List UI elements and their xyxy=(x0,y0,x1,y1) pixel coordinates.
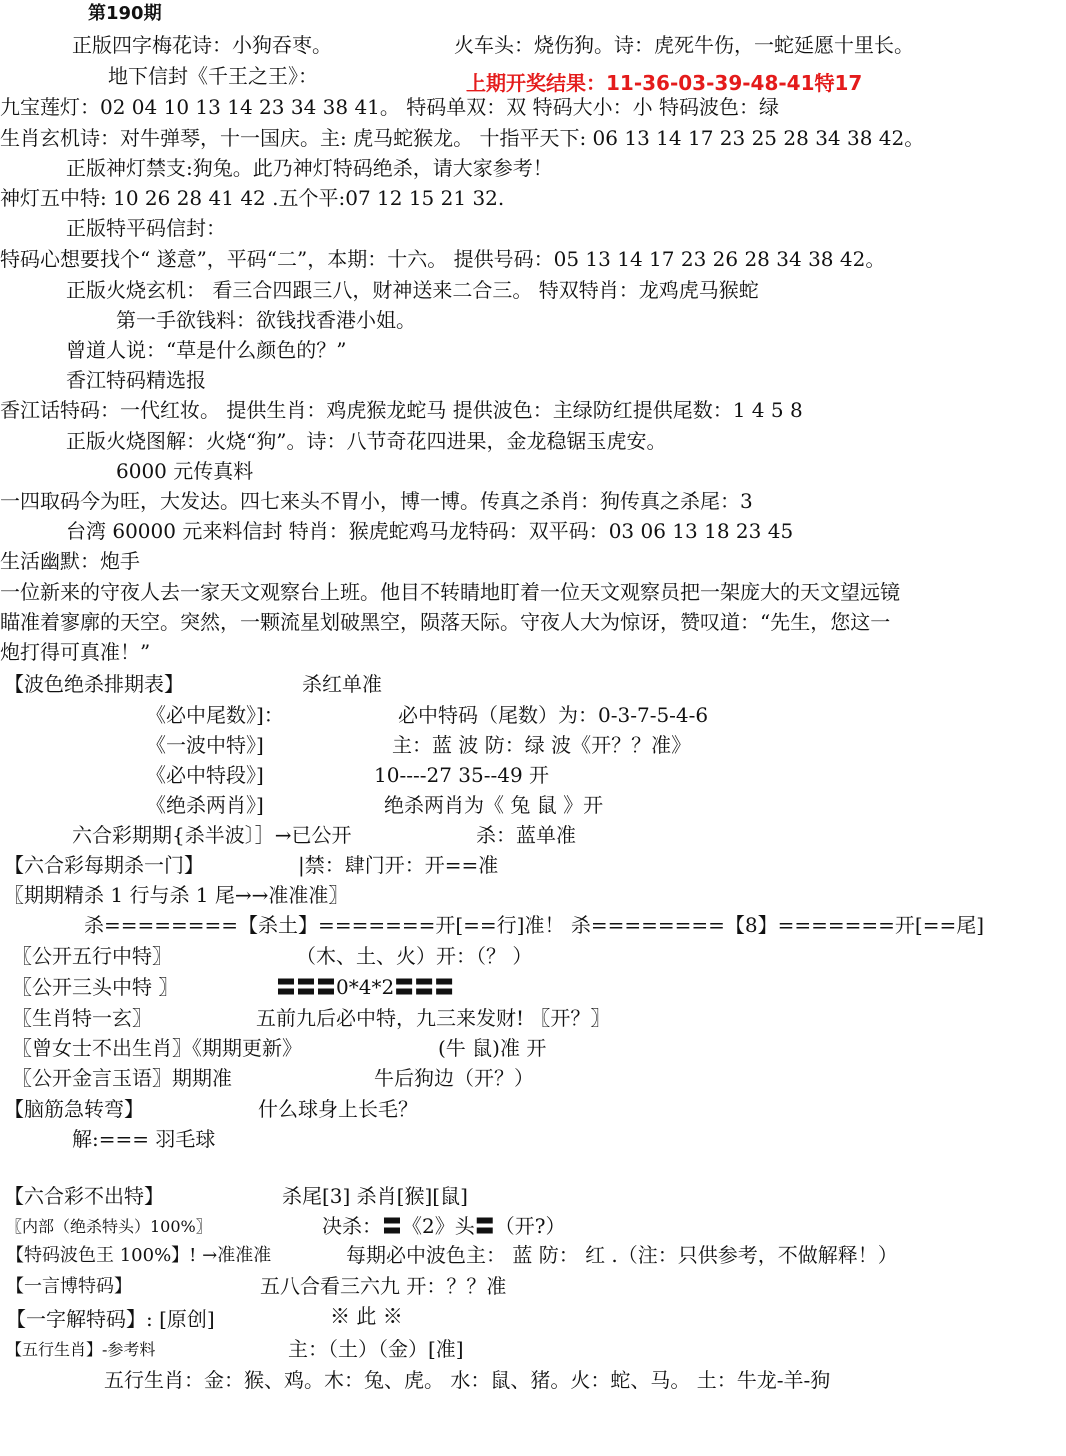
three-head-value: 〓〓〓0*4*2〓〓〓 xyxy=(276,975,455,999)
half-wave-label: 六合彩期期{杀半波〕］→已公开 xyxy=(72,823,352,847)
xiangjiang-line: 香江话特码：一代红妆。 提供生肖：鸡虎猴龙蛇马 提供波色：主绿防红提供尾数：1 4 5 8 xyxy=(0,398,803,422)
wave-king-value: 每期必中波色主： 蓝 防： 红 .（注：只供参考，不做解释！） xyxy=(346,1243,898,1267)
one-word-bet-label: 【一言博特码】 xyxy=(6,1276,132,1297)
humor-text-1: 一位新来的守夜人去一家天文观察台上班。他目不转睛地盯着一位天文观察员把一架庞大的天文望远镜 xyxy=(0,580,900,604)
internal-kill-label: 〖内部（绝杀特头）100%〗 xyxy=(6,1217,212,1236)
internal-kill-value: 决杀：〓《2》头〓（开?） xyxy=(322,1214,566,1238)
row-tail-title: 〖期期精杀 1 行与杀 1 尾→→准准准〗 xyxy=(4,883,349,907)
ms-zeng-value: (牛 鼠)准 开 xyxy=(438,1036,547,1060)
five-element-zodiac-value: 主：（土）（金）[准] xyxy=(288,1337,464,1361)
fax-line: 一四取码今为旺，大发达。四七来头不胃小，博一博。传真之杀肖：狗传真之杀尾：3 xyxy=(0,489,753,513)
one-char-value: ※ 此 ※ xyxy=(330,1304,403,1328)
taoist-line: 曾道人说：“草是什么颜色的？” xyxy=(66,338,347,362)
tail-label: 《必中尾数》]： xyxy=(146,703,284,727)
ms-zeng-label: 〖曾女士不出生肖〗《期期更新》 xyxy=(12,1036,302,1060)
zodiac-mystery-label: 〖生肖特一玄〗 xyxy=(12,1006,152,1030)
zodiac-mystery-value: 五前九后必中特，九三来发财! 〖开？〗 xyxy=(256,1006,611,1030)
zodiac-poem-line: 生肖玄机诗：对牛弹琴，十一国庆。主: 虎马蛇猴龙。 十指平天下: 06 13 14 17 23 25 28 34 38 42。 xyxy=(0,126,925,150)
wave-label: 《一波中特》] xyxy=(146,733,264,757)
train-head-line: 火车头：烧伤狗。诗：虎死牛伤，一蛇延愿十里长。 xyxy=(454,33,914,57)
tail-value: 必中特码（尾数）为：0-3-7-5-4-6 xyxy=(398,703,709,727)
first-hand-line: 第一手欲钱料：欲钱找香港小姐。 xyxy=(116,308,416,332)
wave-table-title: 【波色绝杀排期表】 xyxy=(4,672,184,696)
wish-line: 特码心想要找个“ 遂意”，平码“二”，本期：十六。 提供号码：05 13 14 17 23 26 28 34 38 42。 xyxy=(0,247,886,271)
no-special-value: 杀尾[3] 杀肖[猴][鼠] xyxy=(282,1184,468,1208)
lamp-five-line: 神灯五中特: 10 26 28 41 42 .五个平:07 12 15 21 32. xyxy=(0,186,505,210)
last-draw-result: 上期开奖结果：11-36-03-39-48-41特17 xyxy=(466,71,863,95)
wave-value: 主：蓝 波 防：绿 波《开？？准》 xyxy=(392,733,692,757)
door-label: 【六合彩每期杀一门】 xyxy=(4,853,204,877)
fax-title: 6000 元传真料 xyxy=(116,459,254,483)
riddle-label: 【脑筋急转弯】 xyxy=(4,1097,144,1121)
five-element-value: （木、土、火）开：（？ ） xyxy=(296,944,533,968)
two-zodiac-label: 《绝杀两肖》] xyxy=(146,793,264,817)
riddle-answer: 解:=== 羽毛球 xyxy=(72,1127,216,1151)
issue-number: 第190期 xyxy=(88,3,162,24)
wave-king-label: 【特码波色王 100%】! →准准准 xyxy=(6,1245,272,1266)
three-head-label: 〖公开三头中特 〗 xyxy=(12,975,179,999)
xiangjiang-title: 香江特码精选报 xyxy=(66,368,206,392)
row-tail-line: 杀========【杀土】=======开[==行]准！ 杀========【8】=======开[==尾] xyxy=(84,913,985,937)
one-word-bet-value: 五八合看三六九 开：？？准 xyxy=(260,1274,507,1298)
segment-value: 10----27 35--49 开 xyxy=(374,763,550,787)
envelope-subtitle: 正版特平码信封： xyxy=(66,216,226,240)
one-char-label: 【一字解特码】: [原创] xyxy=(6,1307,215,1331)
humor-text-3: 炮打得可真准！” xyxy=(0,640,151,664)
lamp-ban-line: 正版神灯禁支:狗兔。此乃神灯特码绝杀，请大家参考！ xyxy=(66,156,553,180)
five-element-label: 〖公开五行中特〗 xyxy=(12,944,172,968)
door-value: |禁：肆门开：开==准 xyxy=(298,853,499,877)
no-special-label: 【六合彩不出特】 xyxy=(4,1184,164,1208)
plum-poem-line: 正版四字梅花诗：小狗吞枣。 xyxy=(72,33,332,57)
two-zodiac-value: 绝杀两肖为《 兔 鼠 》开 xyxy=(384,793,604,817)
humor-title: 生活幽默：炮手 xyxy=(0,549,140,573)
fire-diagram-line: 正版火烧图解：火烧“狗”。诗：八节奇花四进果，金龙稳锯玉虎安。 xyxy=(66,429,667,453)
five-element-zodiac-list: 五行生肖：金：猴、鸡。木：兔、虎。 水：鼠、猪。火：蛇、马。 土：牛龙-羊-狗 xyxy=(104,1368,831,1392)
humor-text-2: 瞄准着寥廓的天空。突然，一颗流星划破黑空，陨落天际。守夜人大为惊讶，赞叹道：“先生，您这一 xyxy=(0,610,891,634)
five-element-zodiac-label: 【五行生肖】-参考料 xyxy=(6,1340,156,1359)
segment-label: 《必中特段》] xyxy=(146,763,264,787)
half-wave-value: 杀：蓝单准 xyxy=(476,823,576,847)
fire-mystery-line: 正版火烧玄机： 看三合四跟三八，财神送来二合三。 特双特肖：龙鸡虎马猴蛇 xyxy=(66,278,759,302)
taiwan-line: 台湾 60000 元来料信封 特肖：猴虎蛇鸡马龙特码：双平码：03 06 13 18 23 45 xyxy=(66,519,794,543)
golden-words-label: 〖公开金言玉语〗期期准 xyxy=(12,1066,232,1090)
riddle-question: 什么球身上长毛？ xyxy=(258,1097,418,1121)
envelope-title: 地下信封《千王之王》： xyxy=(108,64,318,88)
lotus-lamp-line: 九宝莲灯：02 04 10 13 14 23 34 38 41。 特码单双：双 特码大小：小 特码波色：绿 xyxy=(0,95,779,119)
wave-table-kill: 杀红单准 xyxy=(302,672,382,696)
golden-words-value: 牛后狗边（开？） xyxy=(374,1066,534,1090)
